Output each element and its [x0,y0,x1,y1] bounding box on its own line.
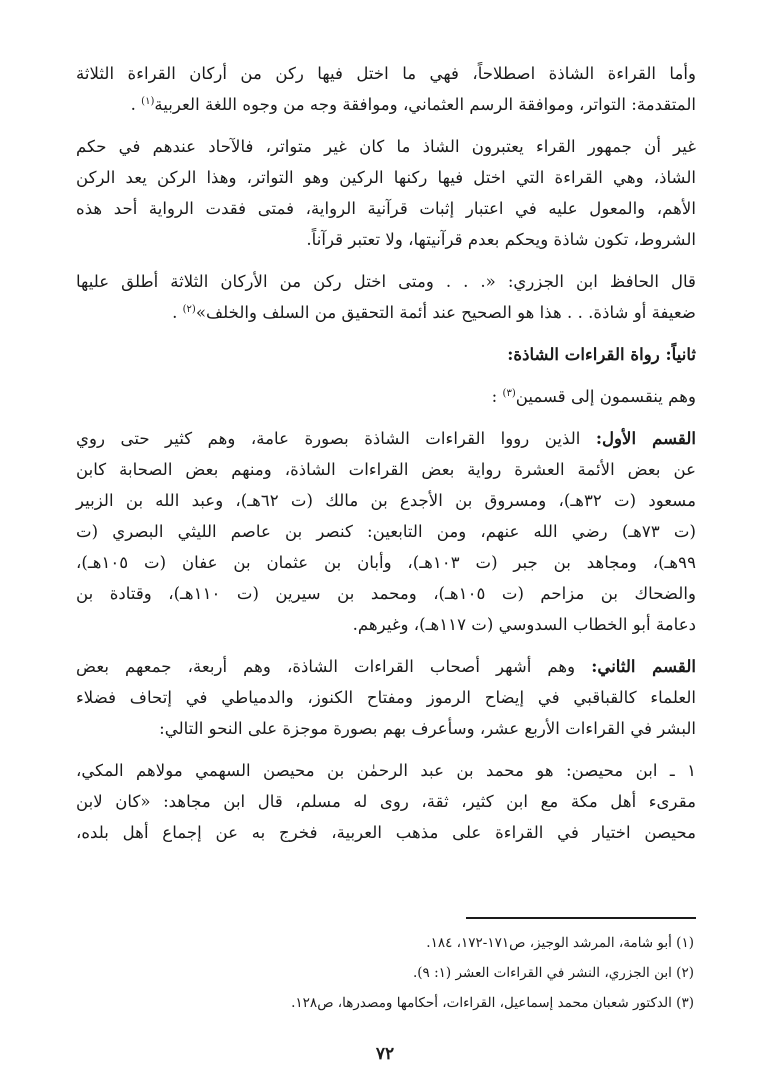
text-line: قال الحافظ ابن الجزري: «. . . ومتى اختل ركن من الأركان الثلاثة أطلق عليها [76,272,696,291]
body-text [76,58,696,859]
text-line: والضحاك بن مزاحم (ت ١٠٥هـ)، ومحمد بن سيرين (ت ١١٠هـ)، وقتادة بن [76,584,696,603]
text-line: الشروط، تكون شاذة ويحكم بعدم قرآنيتها، ولا تعتبر قرآناً. [306,230,696,249]
text-line: الشاذ، وهي القراءة التي اختل فيها ركنها الركين وهو التواتر، وهذا الركن يعد الركن [76,168,696,187]
text-line: عن بعض الأئمة العشرة رواية بعض القراءات الشاذة، ومنهم بعض الصحابة كابن [76,460,696,479]
section-heading [76,339,696,370]
footnote-item: (٢) ابن الجزري، النشر في القراءات العشر (١: ٩). [412,965,694,981]
text-line: غير أن جمهور القراء يعتبرون الشاذ ما كان غير متواتر، فالآحاد عندهم في حكم [76,137,696,156]
text-run: وهم أشهر أصحاب القراءات الشاذة، وهم أربعة، جمعهم بعض [76,657,592,676]
section-heading-text: ثانياً: رواة القراءات الشاذة: [507,344,696,364]
section-lead: القسم الأول: [595,428,696,448]
paragraph-definition [76,58,696,120]
text-line [76,297,696,328]
paragraph-quote-ibn-jazari [76,266,696,328]
paragraph-entry-ibn-muhaysin [76,755,696,848]
text-run: : [491,387,498,406]
text-line [76,651,696,682]
text-line: الأهم، والمعول عليه في اعتبار إثبات قرآنية الرواية، فمتى فقدت الرواية أحد هذه [76,199,696,218]
text-line: دعامة أبو الخطاب السدوسي (ت ١١٧هـ)، وغيرهم. [352,615,696,634]
text-line: (ت ٧٣هـ) رضي الله عنهم، ومن التابعين: كنصر بن عاصم الليثي البصري (ت [76,522,696,541]
text-line [76,381,696,412]
text-run: وهم ينقسمون إلى قسمين [515,387,696,406]
paragraph-majority-view [76,131,696,255]
text-line: ١ ـ ابن محيصن: هو محمد بن عبد الرحمٰن بن محيصن السهمي مولاهم المكي، [76,761,696,780]
text-run: المتقدمة: التواتر، وموافقة الرسم العثماني، وموافقة وجه من وجوه اللغة العربية [154,95,696,114]
text-line: العلماء كالقباقبي في إيضاح الرموز ومفتاح الكنوز، والدمياطي في إتحاف فضلاء [76,688,696,707]
text-line: وأما القراءة الشاذة اصطلاحاً، فهي ما اختل فيها ركن من أركان القراءة الثلاثة [76,64,696,83]
text-run: . [172,303,178,322]
footnote-ref[interactable]: (٢) [182,304,196,315]
text-run: ضعيفة أو شاذة. . . هذا هو الصحيح عند أئمة التحقيق من السلف والخلف» [195,303,696,322]
footnote-ref[interactable]: (٣) [502,388,516,399]
footnotes [76,932,694,1022]
text-run: الذين رووا القراءات الشاذة بصورة عامة، وهم كثير حتى روي [76,429,596,448]
footnote-ref[interactable]: (١) [141,96,155,107]
text-line [76,423,696,454]
text-line: مسعود (ت ٣٢هـ)، ومسروق بن الأجدع بن مالك (ت ٦٢هـ)، وعبد الله بن الزبير [76,491,696,510]
text-run: . [130,95,136,114]
paragraph-section-one [76,423,696,640]
text-line: محيصن اختيار في القراءة على مذهب العربية، فخرج به عن إجماع أهل بلده، [76,823,696,842]
section-lead: القسم الثاني: [591,656,696,676]
page-number: ٧٢ [375,1044,395,1064]
paragraph-division [76,381,696,412]
footnote-item: (٣) الدكتور شعبان محمد إسماعيل، القراءات، أحكامها ومصدرها، ص١٢٨. [291,995,694,1011]
text-line: ٩٩هـ)، ومجاهد بن جبر (ت ١٠٣هـ)، وأبان بن عثمان بن عفان (ت ١٠٥هـ)، [76,553,696,572]
text-line: البشر في القراءات الأربع عشر، وسأعرف بهم بصورة موجزة على النحو التالي: [159,719,696,738]
text-line [76,89,696,120]
footnote-separator [466,917,696,919]
text-line: مقرىء أهل مكة مع ابن كثير، ثقة، روى له مسلم، قال ابن مجاهد: «كان لابن [76,792,696,811]
paragraph-section-two [76,651,696,744]
footnote-item: (١) أبو شامة، المرشد الوجيز، ص١٧١-١٧٢، ١٨٤. [426,935,694,951]
